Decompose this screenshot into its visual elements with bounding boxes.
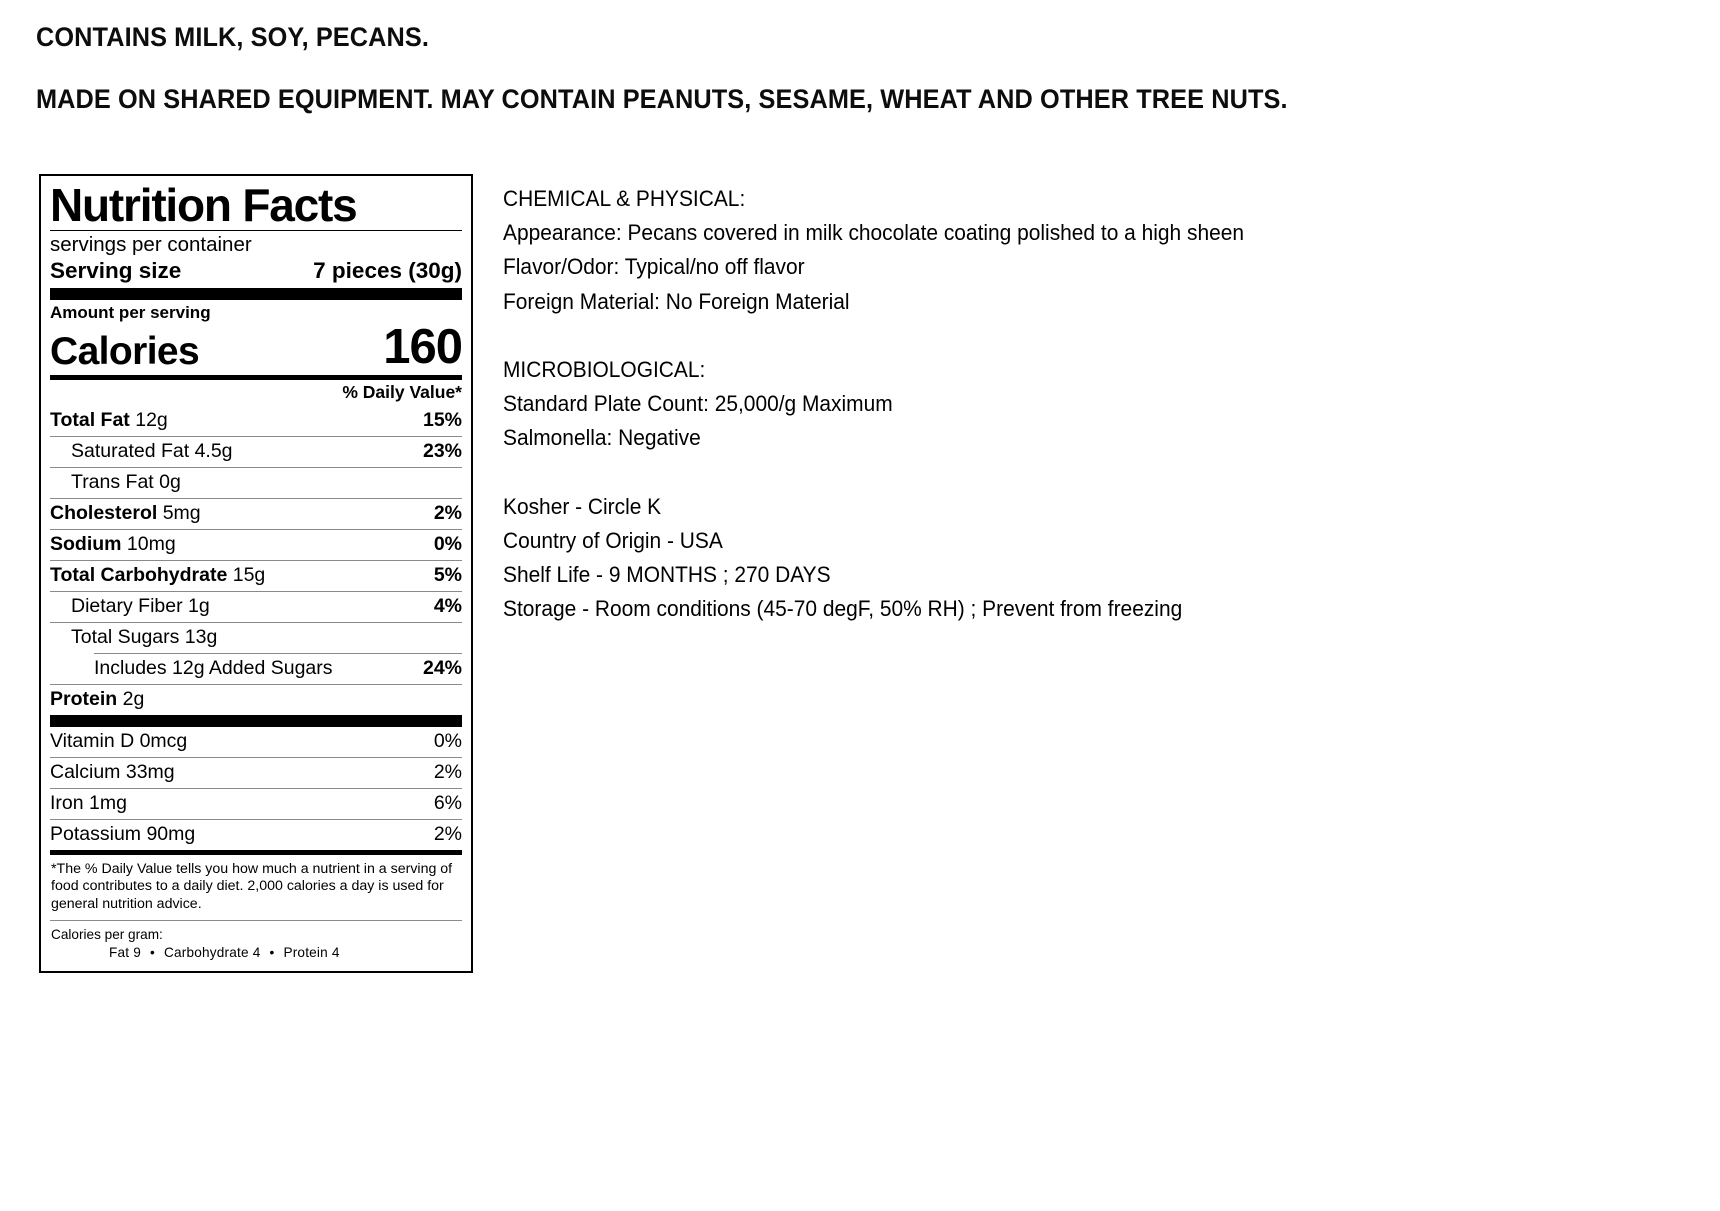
vitamin-label: Calcium 33mg: [50, 760, 175, 783]
flavor-odor-spec: Flavor/Odor: Typical/no off flavor: [503, 254, 805, 280]
nutrient-label: Cholesterol 5mg: [50, 501, 201, 524]
nutrient-row: [50, 591, 462, 622]
vitamin-daily-value: 2%: [433, 760, 462, 783]
calories-per-gram-label: Calories per gram:: [51, 927, 163, 943]
nutrient-row-content: [50, 561, 462, 591]
vitamin-row: [50, 727, 462, 757]
spec-spacer-2: [503, 456, 1340, 490]
nutrient-daily-value: 5%: [433, 563, 462, 586]
nutrient-row: [50, 684, 462, 715]
appearance-spec: Appearance: Pecans covered in milk chocolate coating polished to a high sheen: [503, 220, 1244, 246]
nutrition-facts-panel: [39, 174, 473, 973]
nutrient-label: Includes 12g Added Sugars: [94, 656, 333, 679]
nutrient-daily-value: 24%: [422, 656, 462, 679]
vitamin-label: Iron 1mg: [50, 791, 127, 814]
servings-per-container: servings per container: [50, 232, 252, 256]
nutrient-label: Dietary Fiber 1g: [71, 594, 210, 617]
nutrient-daily-value: 15%: [422, 408, 462, 431]
nutrient-row-content: [50, 437, 462, 467]
daily-value-footnote: *The % Daily Value tells you how much a nutrient in a serving of food contributes to a daily diet. 2,000 calories a day is used for general nutrition advice.: [51, 860, 453, 912]
vitamin-row: [50, 820, 462, 850]
country-of-origin-spec: Country of Origin - USA: [503, 528, 723, 553]
vitamin-row: [50, 758, 462, 788]
vitamin-label: Vitamin D 0mcg: [50, 729, 188, 752]
salmonella-spec: Salmonella: Negative: [503, 425, 701, 451]
nutrient-row: [50, 560, 462, 591]
allergen-contains-statement: CONTAINS MILK, SOY, PECANS.: [36, 22, 430, 52]
serving-size-row: [50, 257, 462, 288]
nutrient-row-content: [50, 406, 462, 436]
calories-per-gram-items: [51, 944, 462, 962]
nutrient-row-content: [50, 468, 462, 498]
shelf-life-spec: Shelf Life - 9 MONTHS ; 270 DAYS: [503, 562, 831, 588]
calories-per-gram-item: Protein 4: [283, 945, 340, 960]
nutrient-label: Saturated Fat 4.5g: [71, 439, 233, 462]
nutrient-daily-value: 4%: [433, 594, 462, 617]
nutrient-daily-value: 23%: [422, 439, 462, 462]
bullet-separator: •: [149, 945, 155, 960]
serving-size-label: Serving size: [50, 258, 182, 284]
nutrient-row-content: [50, 592, 462, 622]
allergen-shared-equipment-statement: MADE ON SHARED EQUIPMENT. MAY CONTAIN PEANUTS, SESAME, WHEAT AND OTHER TREE NUTS.: [36, 84, 1288, 114]
calories-per-gram-item: Fat 9: [109, 945, 141, 960]
amount-per-serving-label: Amount per serving: [50, 303, 211, 323]
chemical-physical-heading: CHEMICAL & PHYSICAL:: [503, 186, 746, 211]
nutrient-label: Total Carbohydrate 15g: [50, 563, 266, 586]
kosher-spec: Kosher - Circle K: [503, 493, 662, 519]
vitamin-daily-value: 6%: [433, 791, 462, 814]
nutrient-row: [50, 653, 462, 684]
divider-thick-above-vitamins: [50, 715, 462, 727]
daily-value-header: % Daily Value*: [342, 381, 462, 402]
nutrient-row: [50, 498, 462, 529]
calories-value: 160: [383, 320, 462, 375]
spec-spacer-1: [503, 319, 1340, 353]
nutrient-row: [50, 467, 462, 498]
nutrient-row-content: [50, 623, 462, 653]
nutrient-label: Total Fat 12g: [50, 408, 168, 431]
vitamin-rows: [50, 727, 462, 850]
nutrient-daily-value: 0%: [433, 532, 462, 555]
divider-thick-above-calories: [50, 288, 462, 300]
storage-spec: Storage - Room conditions (45-70 degF, 50% RH) ; Prevent from freezing: [503, 596, 1183, 622]
nutrient-row: [50, 406, 462, 436]
nutrient-label: Sodium 10mg: [50, 532, 176, 555]
foreign-material-spec: Foreign Material: No Foreign Material: [503, 288, 850, 314]
standard-plate-count-spec: Standard Plate Count: 25,000/g Maximum: [503, 391, 893, 417]
nutrition-facts-title: Nutrition Facts: [50, 179, 357, 231]
calories-per-gram-block: [50, 921, 462, 964]
nutrient-row: [50, 529, 462, 560]
nutrient-daily-value: 2%: [433, 501, 462, 524]
microbiological-heading: MICROBIOLOGICAL:: [503, 357, 706, 382]
specification-column: [503, 182, 1340, 627]
nutrient-row: [50, 436, 462, 467]
vitamin-daily-value: 2%: [433, 822, 462, 845]
nutrient-label: Total Sugars 13g: [71, 625, 218, 648]
vitamin-row: [50, 789, 462, 819]
calories-label: Calories: [50, 330, 200, 374]
allergen-statement-block: [36, 22, 1536, 115]
nutrient-label: Protein 2g: [50, 687, 145, 710]
nutrient-row-content: [50, 685, 462, 715]
nutrient-row-content: [50, 499, 462, 529]
vitamin-label: Potassium 90mg: [50, 822, 196, 845]
nutrient-label: Trans Fat 0g: [71, 470, 181, 493]
nutrient-row-content: [50, 654, 462, 684]
serving-size-value: 7 pieces (30g): [313, 258, 462, 284]
nutrient-rows: [50, 406, 462, 715]
vitamin-daily-value: 0%: [433, 729, 462, 752]
nutrient-row-content: [50, 530, 462, 560]
calories-per-gram-item: Carbohydrate 4: [163, 945, 261, 960]
bullet-separator: •: [269, 945, 275, 960]
nutrient-row: [50, 622, 462, 653]
calories-row: [50, 320, 462, 375]
